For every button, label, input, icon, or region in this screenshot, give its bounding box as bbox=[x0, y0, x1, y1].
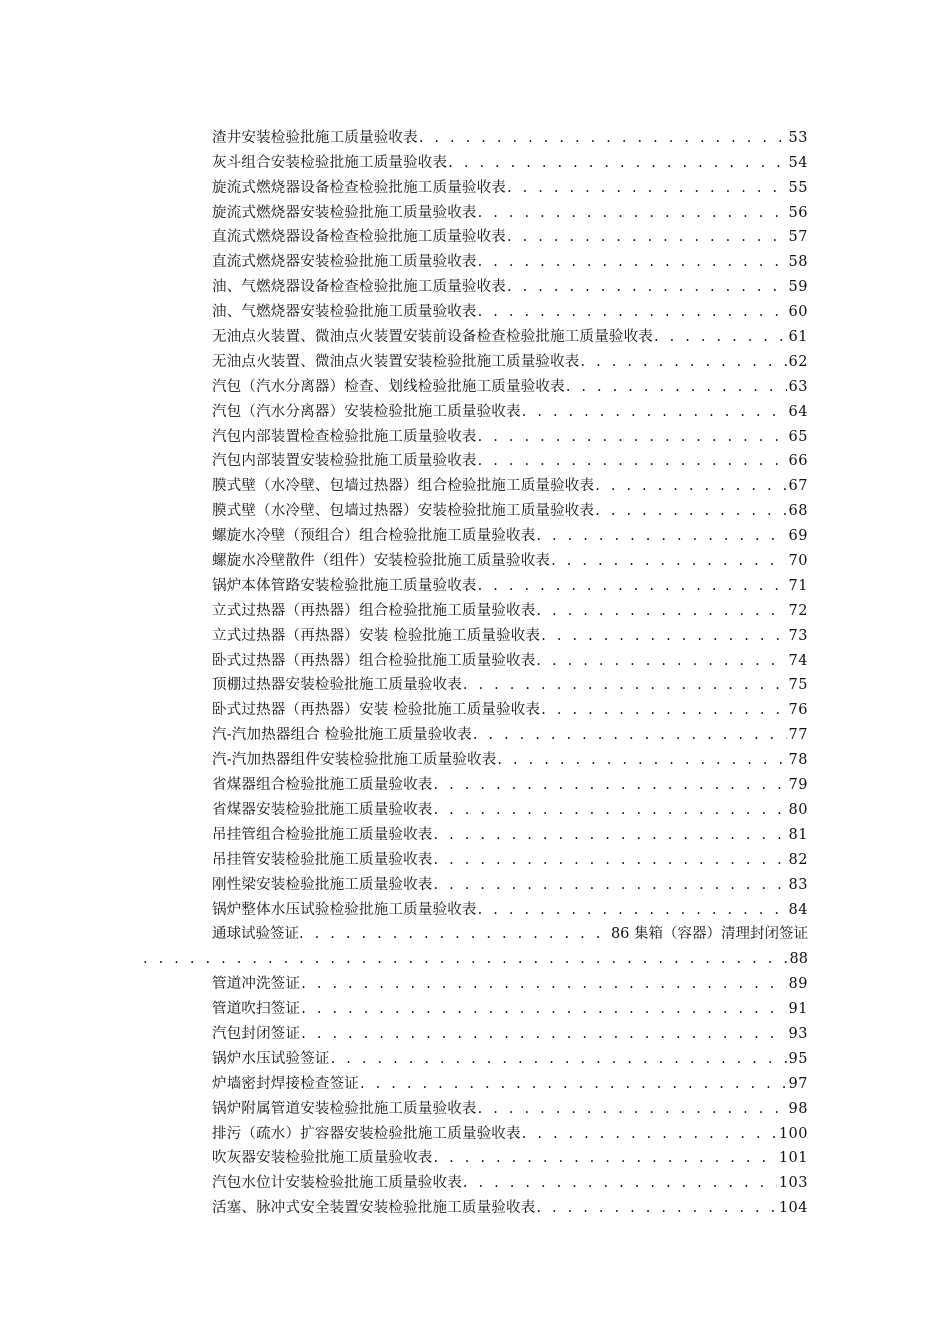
toc-entry-title: 管道冲洗签证 bbox=[212, 976, 301, 993]
dot-leader bbox=[594, 502, 786, 521]
toc-entry-title: 活塞、脉冲式安全装置安装检验批施工质量验收表 bbox=[212, 1200, 536, 1217]
toc-entry-title: 汽包内部装置安装检验批施工质量验收表 bbox=[212, 453, 477, 470]
toc-entry-title: 锅炉附属管道安装检验批施工质量验收表 bbox=[212, 1100, 477, 1117]
toc-entry[interactable] bbox=[212, 1094, 808, 1119]
toc-entry-page: 58 bbox=[788, 254, 808, 271]
dot-leader bbox=[462, 676, 787, 695]
toc-entry[interactable] bbox=[212, 795, 808, 820]
dot-leader bbox=[496, 751, 786, 770]
toc-entry-page: 88 bbox=[789, 951, 808, 968]
toc-entry-page: 100 bbox=[778, 1125, 808, 1142]
toc-entry-page: 84 bbox=[788, 901, 808, 918]
toc-entry-page: 79 bbox=[788, 777, 808, 794]
toc-entry-page: 53 bbox=[788, 129, 808, 146]
dot-leader bbox=[472, 726, 787, 745]
dot-leader bbox=[506, 228, 787, 247]
toc-entry[interactable] bbox=[212, 347, 808, 372]
toc-entry-wrapped-line1[interactable] bbox=[212, 920, 808, 945]
toc-entry-wrapped-line2[interactable] bbox=[143, 944, 808, 969]
toc-entry-page: 73 bbox=[788, 627, 808, 644]
toc-entry-page: 83 bbox=[788, 876, 808, 893]
toc-entry-title: 省煤器安装检验批施工质量验收表 bbox=[212, 801, 433, 818]
toc-entry[interactable] bbox=[212, 1019, 808, 1044]
toc-entry-page: 82 bbox=[788, 851, 808, 868]
dot-leader bbox=[477, 253, 787, 272]
dot-leader bbox=[300, 975, 786, 994]
dot-leader bbox=[506, 179, 787, 198]
toc-entry-title: 吊挂管安装检验批施工质量验收表 bbox=[212, 851, 433, 868]
toc-entry-title: 锅炉整体水压试验检验批施工质量验收表 bbox=[212, 901, 477, 918]
toc-entry-page: 77 bbox=[788, 727, 808, 744]
toc-entry[interactable] bbox=[212, 720, 808, 745]
dot-leader bbox=[535, 602, 786, 621]
toc-entry[interactable] bbox=[212, 496, 808, 521]
toc-entry-page: 78 bbox=[788, 752, 808, 769]
toc-entry-title: 无油点火装置、微油点火装置安装检验批施工质量验收表 bbox=[212, 353, 580, 370]
toc-entry-title: 排污（疏水）扩容器安装检验批施工质量验收表 bbox=[212, 1125, 521, 1142]
toc-entry[interactable] bbox=[212, 397, 808, 422]
toc-entry[interactable] bbox=[212, 1168, 808, 1193]
toc-entry[interactable] bbox=[212, 447, 808, 472]
dot-leader bbox=[506, 278, 787, 297]
dot-leader bbox=[433, 1149, 777, 1168]
toc-entry-title: 锅炉本体管路安装检验批施工质量验收表 bbox=[212, 577, 477, 594]
toc-entry-title: 省煤器组合检验批施工质量验收表 bbox=[212, 777, 433, 794]
toc-entry-page: 75 bbox=[788, 677, 808, 694]
dot-leader bbox=[540, 701, 786, 720]
toc-entry[interactable] bbox=[212, 745, 808, 770]
dot-leader bbox=[535, 652, 786, 671]
toc-entry-page: 101 bbox=[778, 1150, 808, 1167]
dot-leader bbox=[565, 378, 787, 397]
toc-entry-title: 汽包水位计安装检验批施工质量验收表 bbox=[212, 1175, 462, 1192]
toc-entry-title: 螺旋水冷壁（预组合）组合检验批施工质量验收表 bbox=[212, 528, 536, 545]
toc-entry-title: 灰斗组合安装检验批施工质量验收表 bbox=[212, 154, 448, 171]
toc-entry-title: 汽包（汽水分离器）检查、划线检验批施工质量验收表 bbox=[212, 378, 565, 395]
toc-entry-page: 66 bbox=[788, 453, 808, 470]
toc-entry[interactable] bbox=[212, 272, 808, 297]
toc-entry[interactable] bbox=[212, 322, 808, 347]
dot-leader bbox=[330, 1050, 787, 1069]
dot-leader bbox=[433, 801, 787, 820]
toc-entry-page: 64 bbox=[788, 403, 808, 420]
toc-entry-title: 炉墙密封焊接检查签证 bbox=[212, 1075, 359, 1092]
toc-entry-page: 68 bbox=[788, 503, 808, 520]
toc-entry[interactable] bbox=[212, 1144, 808, 1169]
table-of-contents bbox=[0, 123, 950, 1218]
dot-leader bbox=[521, 1125, 777, 1144]
toc-entry[interactable] bbox=[212, 1119, 808, 1144]
dot-leader bbox=[462, 1174, 777, 1193]
dot-leader bbox=[433, 776, 787, 795]
toc-entry[interactable] bbox=[212, 521, 808, 546]
toc-entry[interactable] bbox=[212, 895, 808, 920]
toc-entry-page-and-next-title: 86 集箱（容器）清理封闭签证 bbox=[610, 926, 808, 943]
toc-entry[interactable] bbox=[212, 596, 808, 621]
toc-entry-page: 103 bbox=[778, 1175, 808, 1192]
toc-entry-page: 54 bbox=[788, 154, 808, 171]
toc-entry-page: 72 bbox=[788, 602, 808, 619]
toc-entry-page: 91 bbox=[788, 1001, 808, 1018]
toc-entry[interactable] bbox=[212, 223, 808, 248]
toc-entry[interactable] bbox=[212, 1044, 808, 1069]
toc-entry-title: 无油点火装置、微油点火装置安装前设备检查检验批施工质量验收表 bbox=[212, 329, 653, 346]
dot-leader bbox=[477, 303, 787, 322]
toc-entry-page: 59 bbox=[788, 279, 808, 296]
toc-entry[interactable] bbox=[212, 372, 808, 397]
toc-entry-page: 104 bbox=[778, 1200, 808, 1217]
toc-entry-page: 55 bbox=[788, 179, 808, 196]
toc-entry[interactable] bbox=[212, 1069, 808, 1094]
toc-entry-title: 汽-汽加热器组件安装检验批施工质量验收表 bbox=[212, 752, 497, 769]
toc-group-b bbox=[0, 969, 950, 1218]
toc-entry-page: 70 bbox=[788, 553, 808, 570]
toc-entry-page: 57 bbox=[788, 229, 808, 246]
dot-leader bbox=[535, 1199, 776, 1218]
toc-entry-page: 98 bbox=[788, 1100, 808, 1117]
toc-entry-page: 74 bbox=[788, 652, 808, 669]
toc-entry-title: 旋流式燃烧器设备检查检验批施工质量验收表 bbox=[212, 179, 506, 196]
toc-entry-page: 60 bbox=[788, 304, 808, 321]
dot-leader bbox=[433, 851, 787, 870]
toc-entry-title: 旋流式燃烧器安装检验批施工质量验收表 bbox=[212, 204, 477, 221]
dot-leader bbox=[550, 552, 786, 571]
toc-entry-title: 刚性梁安装检验批施工质量验收表 bbox=[212, 876, 433, 893]
dot-leader bbox=[300, 1025, 786, 1044]
toc-entry-title: 膜式壁（水冷壁、包墙过热器）组合检验批施工质量验收表 bbox=[212, 478, 595, 495]
toc-entry-page: 61 bbox=[788, 329, 808, 346]
toc-entry-title: 顶棚过热器安装检验批施工质量验收表 bbox=[212, 677, 462, 694]
dot-leader bbox=[447, 154, 786, 173]
toc-entry[interactable] bbox=[212, 695, 808, 720]
toc-entry[interactable] bbox=[212, 148, 808, 173]
dot-leader bbox=[580, 353, 787, 372]
toc-entry-title: 油、气燃烧器安装检验批施工质量验收表 bbox=[212, 304, 477, 321]
toc-entry-title: 膜式壁（水冷壁、包墙过热器）安装检验批施工质量验收表 bbox=[212, 503, 595, 520]
toc-entry[interactable] bbox=[212, 646, 808, 671]
toc-entry-title: 汽-汽加热器组合 检验批施工质量验收表 bbox=[212, 727, 472, 744]
toc-entry-title: 汽包封闭签证 bbox=[212, 1025, 301, 1042]
toc-entry[interactable] bbox=[212, 994, 808, 1019]
toc-entry-page: 63 bbox=[788, 378, 808, 395]
dot-leader bbox=[521, 403, 787, 422]
dot-leader bbox=[535, 527, 786, 546]
dot-leader bbox=[359, 1075, 787, 1094]
toc-entry-title: 通球试验签证 bbox=[212, 926, 299, 943]
toc-entry-page: 95 bbox=[788, 1050, 808, 1067]
dot-leader bbox=[477, 901, 787, 920]
toc-entry-title: 立式过热器（再热器）安装 检验批施工质量验收表 bbox=[212, 627, 541, 644]
toc-entry[interactable] bbox=[212, 870, 808, 895]
toc-entry-title: 卧式过热器（再热器）组合检验批施工质量验收表 bbox=[212, 652, 536, 669]
toc-entry-page: 62 bbox=[788, 353, 808, 370]
dot-leader bbox=[477, 577, 787, 596]
toc-entry[interactable] bbox=[212, 546, 808, 571]
toc-entry-page: 97 bbox=[788, 1075, 808, 1092]
dot-leader bbox=[653, 328, 787, 347]
toc-entry-title: 锅炉水压试验签证 bbox=[212, 1050, 330, 1067]
dot-leader bbox=[594, 477, 786, 496]
toc-entry[interactable] bbox=[212, 123, 808, 148]
toc-entry-page: 80 bbox=[788, 801, 808, 818]
toc-entry-title: 吹灰器安装检验批施工质量验收表 bbox=[212, 1150, 433, 1167]
toc-entry[interactable] bbox=[212, 671, 808, 696]
toc-entry-page: 89 bbox=[788, 976, 808, 993]
toc-entry-title: 管道吹扫签证 bbox=[212, 1001, 301, 1018]
dot-leader bbox=[477, 1100, 787, 1119]
dot-leader bbox=[477, 452, 787, 471]
toc-entry-title: 渣井安装检验批施工质量验收表 bbox=[212, 129, 418, 146]
dot-leader bbox=[143, 950, 790, 969]
dot-leader bbox=[418, 129, 787, 148]
toc-entry-title: 汽包（汽水分离器）安装检验批施工质量验收表 bbox=[212, 403, 521, 420]
toc-entry[interactable] bbox=[212, 820, 808, 845]
dot-leader bbox=[433, 826, 787, 845]
toc-entry[interactable] bbox=[212, 297, 808, 322]
toc-entry[interactable] bbox=[212, 770, 808, 795]
toc-entry[interactable] bbox=[212, 845, 808, 870]
dot-leader bbox=[477, 204, 787, 223]
dot-leader bbox=[433, 876, 787, 895]
dot-leader bbox=[477, 428, 787, 447]
toc-entry[interactable] bbox=[212, 1193, 808, 1218]
dot-leader bbox=[300, 1000, 786, 1019]
toc-entry-title: 螺旋水冷壁散件（组件）安装检验批施工质量验收表 bbox=[212, 553, 551, 570]
toc-entry-title: 直流式燃烧器设备检查检验批施工质量验收表 bbox=[212, 229, 506, 246]
toc-entry-page: 69 bbox=[788, 528, 808, 545]
toc-entry-page: 93 bbox=[788, 1025, 808, 1042]
toc-entry-title: 吊挂管组合检验批施工质量验收表 bbox=[212, 826, 433, 843]
toc-entry-page: 65 bbox=[788, 428, 808, 445]
toc-entry[interactable] bbox=[212, 173, 808, 198]
toc-entry[interactable] bbox=[212, 422, 808, 447]
toc-entry[interactable] bbox=[212, 969, 808, 994]
toc-entry-title: 立式过热器（再热器）组合检验批施工质量验收表 bbox=[212, 602, 536, 619]
toc-entry-page: 81 bbox=[788, 826, 808, 843]
toc-entry-page: 76 bbox=[788, 702, 808, 719]
toc-group-a bbox=[0, 123, 950, 920]
toc-entry-page: 67 bbox=[788, 478, 808, 495]
toc-entry-page: 56 bbox=[788, 204, 808, 221]
toc-entry-title: 直流式燃烧器安装检验批施工质量验收表 bbox=[212, 254, 477, 271]
toc-entry[interactable] bbox=[212, 571, 808, 596]
dot-leader bbox=[540, 627, 786, 646]
toc-entry-page: 71 bbox=[788, 577, 808, 594]
toc-entry[interactable] bbox=[212, 471, 808, 496]
toc-entry[interactable] bbox=[212, 247, 808, 272]
dot-leader bbox=[299, 925, 611, 944]
toc-entry[interactable] bbox=[212, 621, 808, 646]
toc-entry-title: 汽包内部装置检查检验批施工质量验收表 bbox=[212, 428, 477, 445]
toc-entry-title: 油、气燃烧器设备检查检验批施工质量验收表 bbox=[212, 279, 506, 296]
toc-entry-title: 卧式过热器（再热器）安装 检验批施工质量验收表 bbox=[212, 702, 541, 719]
toc-entry[interactable] bbox=[212, 198, 808, 223]
